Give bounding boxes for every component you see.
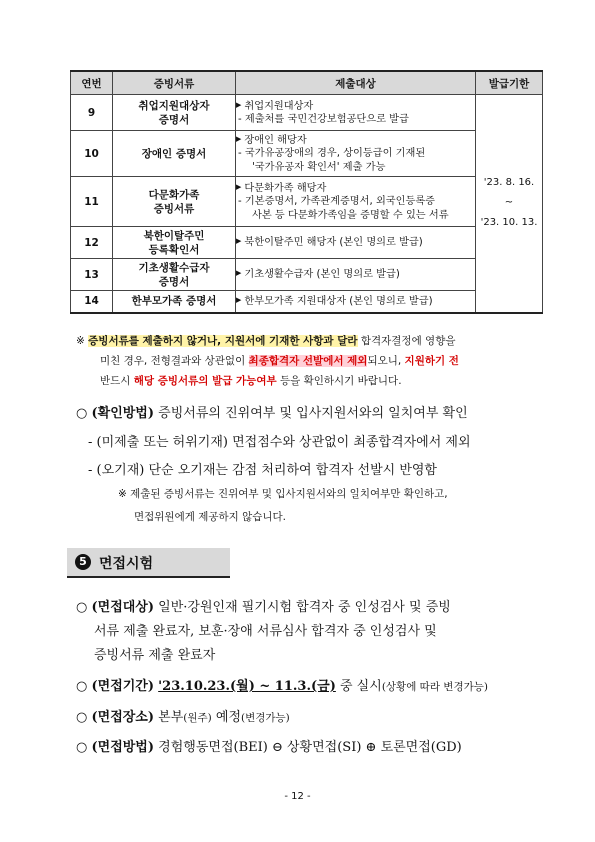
verify-method: ○ (확인방법) 증빙서류의 진위여부 및 입사지원서와의 일치여부 확인 xyxy=(76,406,468,421)
header-document: 증빙서류 xyxy=(113,71,236,95)
table-row: 10 장애인 증명서 ▶ 장애인 해당자 - 국가유공장애의 경우, 상이등급이 기재된 '국가유공자 확인서' 제출 가능 xyxy=(71,131,543,177)
section-header xyxy=(67,548,230,578)
triangle-bullet-icon: ▶ xyxy=(236,269,242,278)
verify-detail-2: - (오기재) 단순 오기재는 감점 처리하여 합격자 선발시 반영함 xyxy=(88,463,437,478)
page-number: - 12 - xyxy=(284,791,311,802)
verify-note-2: 면접위원에게 제공하지 않습니다. xyxy=(134,511,287,523)
note-mark: ※ xyxy=(76,335,85,347)
row-no: 9 xyxy=(71,95,113,131)
triangle-bullet-icon: ▶ xyxy=(236,100,242,109)
circle-bullet-icon: ○ xyxy=(76,600,88,615)
row-target: ▶ 취업지원대상자 - 제출처를 국민건강보험공단으로 발급 xyxy=(236,95,476,131)
section-number-badge: 5 xyxy=(75,554,91,570)
row-document: 취업지원대상자 증명서 xyxy=(113,95,236,131)
interview-method: ○ (면접방법) 경험행동면접(BEI) ⊖ 상황면접(SI) ⊕ 토론면접(GD) xyxy=(76,740,462,755)
table-row: 12 북한이탈주민 등록확인서 ▶ 북한이탈주민 해당자 (본인 명의로 발급) xyxy=(71,227,543,259)
table-row: 14 한부모가족 증명서 ▶ 한부모가족 지원대상자 (본인 명의로 발급) xyxy=(71,291,543,313)
triangle-bullet-icon: ▶ xyxy=(236,237,242,246)
verify-note-1: ※ 제출된 증빙서류는 진위여부 및 입사지원서와의 일치여부만 확인하고, xyxy=(118,488,448,500)
interview-target-line3: 증빙서류 제출 완료자 xyxy=(94,648,216,663)
interview-place: ○ (면접장소) 본부(원주) 예정(변경가능) xyxy=(76,710,290,725)
header-no: 연번 xyxy=(71,71,113,95)
row-deadline: '23. 8. 16. ~ '23. 10. 13. xyxy=(476,95,543,313)
circle-bullet-icon: ○ xyxy=(76,710,88,725)
header-deadline: 발급기한 xyxy=(476,71,543,95)
triangle-bullet-icon: ▶ xyxy=(236,134,242,143)
triangle-bullet-icon: ▶ xyxy=(236,182,242,191)
circle-bullet-icon: ○ xyxy=(76,679,88,694)
section-title: 면접시험 xyxy=(99,556,154,572)
interview-period: ○ (면접기간) '23.10.23.(월) ~ 11.3.(금) 중 실시(상황에 따라 변경가능) xyxy=(76,679,488,694)
table-row xyxy=(71,95,543,131)
table-row: 11 다문화가족 증빙서류 ▶ 다문화가족 해당자 - 기본증명서, 가족관계증명서, 외국인등록증 사본 등 다문화가족임을 증명할 수 있는 서류 xyxy=(71,177,543,227)
table-row: 13 기초생활수급자 증명서 ▶ 기초생활수급자 (본인 명의로 발급) xyxy=(71,259,543,291)
verify-detail-1: - (미제출 또는 허위기재) 면접점수와 상관없이 최종합격자에서 제외 xyxy=(88,435,471,450)
circle-bullet-icon: ○ xyxy=(76,406,88,421)
interview-target: ○ (면접대상) 일반·강원인재 필기시험 합격자 중 인성검사 및 증빙 xyxy=(76,600,451,615)
circle-bullet-icon: ○ xyxy=(76,740,88,755)
interview-target-line2: 서류 제출 완료자, 보훈·장애 서류심사 합격자 중 인성검사 및 xyxy=(94,624,437,639)
documents-table xyxy=(70,70,543,314)
triangle-bullet-icon: ▶ xyxy=(236,296,242,305)
submission-warning-note: ※ 증빙서류를 제출하지 않거나, 지원서에 기재한 사항과 달라 합격자결정에 영향을 미친 경우, 전형결과와 상관없이 최종합격자 선발에서 제외되오니, 지원하기 전 반드시 해당 증빙서류의 발급 가능여부 등을 확인하시기 바랍니다. xyxy=(76,335,459,387)
header-target: 제출대상 xyxy=(236,71,476,95)
